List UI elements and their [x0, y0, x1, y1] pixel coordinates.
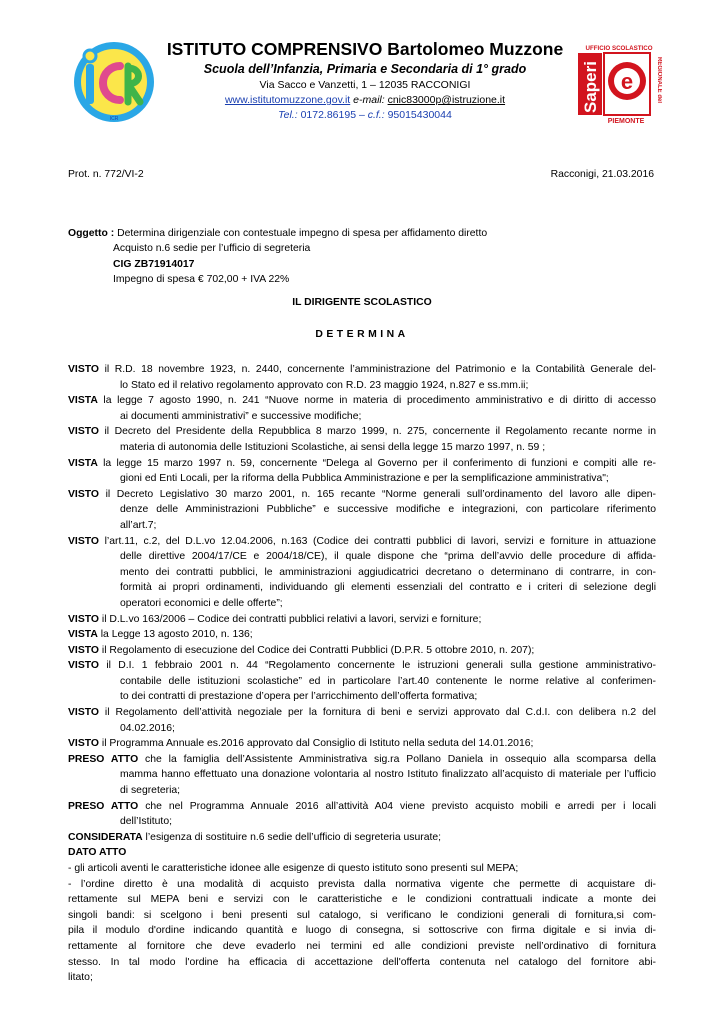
paragraph-first-line: [68, 830, 656, 846]
contact-line: [160, 93, 570, 108]
school-logo: [72, 40, 156, 124]
paragraph-first-line: [68, 799, 656, 815]
subject-line-2: Acquisto n.6 sedie per l’ufficio di segreteria: [113, 243, 311, 254]
paragraph: [68, 627, 656, 643]
paragraph-first-line: [68, 424, 656, 440]
heading-determina: DETERMINA: [315, 329, 409, 340]
paragraph-text: il Decreto del Presidente della Repubblica 8 marzo 1999, n. 275, concernente il Regolamento recante norme in: [99, 426, 656, 438]
dato-atto-item-line: - l’ordine diretto è una modalità di acquisto prevista dalla normativa vigente che permette di acquistare di-: [68, 878, 656, 890]
dato-atto-item-line: singoli bandi: si scelgono i beni presenti sul catalogo, si verificano le condizioni generali di fornitura,si com-: [68, 909, 656, 921]
paragraph-lead: VISTO: [68, 613, 99, 625]
email-label: e-mail:: [353, 94, 385, 106]
paragraph-text: il Regolamento dell’attività negoziale per la fornitura di beni e servizi approvato dal C.d.I. con delibera n.2 del: [99, 707, 656, 719]
tel-value: 0172.86195 –: [300, 109, 365, 121]
regional-office-logo: [576, 43, 662, 125]
institute-title: ISTITUTO COMPRENSIVO Bartolomeo Muzzone: [166, 39, 564, 59]
paragraph-continuation: materia di autonomia delle Istituzioni Scolastiche, ai sensi della legge 15 marzo 1997, n. 59 ;: [120, 441, 546, 453]
paragraph-text: il Regolamento di esecuzione del Codice dei Contratti Pubblici (D.P.R. 5 ottobre 2010, n. 207);: [99, 644, 535, 656]
spending-commitment: Impegno di spesa € 702,00 + IVA 22%: [113, 274, 290, 285]
paragraph-first-line: [68, 362, 656, 378]
paragraph-lead: VISTO: [68, 535, 99, 547]
paragraph: [68, 362, 656, 393]
svg-text:ICR: ICR: [109, 116, 119, 122]
paragraph: [68, 705, 656, 736]
paragraph-text: la Legge 13 agosto 2010, n. 136;: [97, 629, 253, 641]
paragraph-text: che la famiglia dell’Assistente Amministrativa sig.ra Pollano Daniela in ossequio alla scomparsa della: [138, 753, 657, 765]
paragraph-first-line: [68, 705, 656, 721]
letterhead: [160, 38, 570, 123]
paragraph-continuation: di segreteria;: [120, 785, 181, 797]
institute-address: Via Sacco e Vanzetti, 1 – 12035 RACCONIGI: [259, 79, 471, 91]
paragraph-first-line: [68, 643, 656, 659]
paragraph-text: il Decreto Legislativo 30 marzo 2001, n. 165 recante “Norme generali sull’ordinamento del lavoro alle dipen-: [99, 488, 656, 500]
paragraph-lead: VISTA: [68, 395, 98, 407]
paragraph-continuation: denze delle Amministrazioni Pubbliche” e successive modifiche e integrazioni, con particolare riferimento: [120, 504, 656, 516]
paragraph-first-line: [68, 736, 656, 752]
protocol-number: Prot. n. 772/VI-2: [68, 169, 144, 180]
svg-text:PIEMONTE: PIEMONTE: [607, 118, 645, 125]
paragraph-first-line: [68, 456, 656, 472]
paragraph-continuation: formità ai propri ordinamenti, individuando gli elementi essenziali del contratto e i criteri di selezione degli: [120, 582, 656, 594]
paragraph-lead: VISTO: [68, 738, 99, 750]
paragraph-text: l’art.11, c.2, del D.L.vo 12.04.2006, n.163 (Codice dei contratti pubblici di lavori, servizi e forniture in attuazione: [99, 535, 656, 547]
subject-details: [113, 241, 310, 288]
paragraph: [68, 424, 656, 455]
paragraph-continuation: all’art.7;: [120, 519, 157, 531]
paragraph-continuation: mento dei contratti pubblici, le amministrazioni aggiudicatrici decretano o determinano di contrarre, in con-: [120, 566, 656, 578]
paragraph: [68, 658, 656, 705]
paragraph-first-line: [68, 534, 656, 550]
dato-atto-item-line: rettamente al fornitore che deve evaderlo nei termini ed alle condizioni previste nell’ordinativo di fornitura: [68, 940, 656, 952]
paragraph-lead: VISTA: [68, 457, 98, 469]
paragraph-continuation: gioni ed Enti Locali, per la riforma della Pubblica Amministrazione e per la semplificazione amministrativa";: [120, 473, 609, 485]
subject-text: Determina dirigenziale con contestuale impegno di spesa per affidamento diretto: [117, 228, 488, 239]
institute-subtitle: Scuola dell’Infanzia, Primaria e Secondaria di 1° grado: [203, 62, 527, 76]
paragraph: [68, 534, 656, 612]
paragraph-text: il R.D. 18 novembre 1923, n. 2440, concernente l’amministrazione del Patrimonio e la Contabilità Generale del-: [99, 364, 656, 375]
paragraph-continuation: mamma hanno effettuato una donazione volontaria al nostro Istituto finalizzato all’acquisto di materiale per l’ufficio: [120, 769, 656, 781]
paragraph: [68, 487, 656, 534]
paragraph-lead: VISTO: [68, 644, 99, 656]
svg-text:Saperi: Saperi: [581, 61, 600, 113]
paragraph-first-line: [68, 612, 656, 628]
svg-text:UFFICIO SCOLASTICO: UFFICIO SCOLASTICO: [585, 45, 653, 52]
paragraph-lead: VISTA: [68, 629, 98, 641]
website-link[interactable]: www.istitutomuzzone.gov.it: [224, 94, 351, 106]
paragraph-continuation: dell’Istituto;: [120, 816, 172, 828]
phone-line: [160, 108, 570, 123]
paragraph-continuation: 04.02.2016;: [120, 722, 175, 734]
paragraph-continuation: ai documenti amministrativi” e successive modifiche;: [120, 410, 362, 422]
svg-text:REGIONALE del: REGIONALE del: [656, 57, 662, 104]
paragraph-continuation: to dei contratti di prestazione d’opera per l’arricchimento dell’offerta formativa;: [120, 691, 478, 703]
paragraph-text: che nel Programma Annuale 2016 all’attività A04 viene previsto acquisto mobili e arredi per i locali: [138, 800, 656, 812]
paragraph: [68, 393, 656, 424]
heading-dirigente: IL DIRIGENTE SCOLASTICO: [292, 297, 432, 308]
paragraph-lead: CONSIDERATA: [68, 831, 143, 843]
paragraph-first-line: [68, 487, 656, 503]
paragraph-continuation: contabile delle istituzioni scolastiche” ed in particolare l’art.40 contenente le norme relative al conferimen-: [120, 675, 656, 687]
document-body: [68, 362, 656, 986]
paragraph-lead: VISTO: [68, 707, 99, 719]
paragraph-continuation: delle direttive 2004/17/CE e 2004/18/CE), il quale dispone che “prima dell’avvio delle procedure di affida-: [120, 551, 656, 563]
paragraph-first-line: [68, 627, 656, 643]
paragraph: [68, 752, 656, 799]
paragraph: [68, 736, 656, 752]
paragraph-continuation: lo Stato ed il relativo regolamento approvato con R.D. 23 maggio 1924, n.827 e ss.mm.ii;: [120, 379, 529, 391]
paragraph-text: il Programma Annuale es.2016 approvato dal Consiglio di Istituto nella seduta del 14.01.2016;: [99, 738, 534, 750]
paragraph: [68, 830, 656, 846]
paragraph-first-line: [68, 658, 656, 674]
paragraph-lead: DATO ATTO: [68, 847, 127, 859]
paragraph-lead: VISTO: [68, 660, 99, 672]
paragraph-continuation: operatori economici e delle offerte”;: [120, 597, 283, 609]
paragraph-text: il D.L.vo 163/2006 – Codice dei contratti pubblici relativi a lavori, servizi e forniture;: [99, 613, 482, 625]
paragraph: [68, 612, 656, 628]
paragraph-lead: VISTO: [68, 426, 99, 438]
subject-label: Oggetto :: [68, 228, 115, 239]
paragraph-text: la legge 15 marzo 1997 n. 59, concernente “Delega al Governo per il conferimento di funzioni e compiti alle re-: [97, 457, 656, 469]
paragraph-lead: VISTO: [68, 488, 99, 500]
cig-code: CIG ZB71914017: [113, 258, 195, 270]
paragraph-first-line: [68, 845, 656, 861]
dato-atto-item-line: pila il modulo d'ordine indicando quantità e luogo di consegna, si sottoscrive con firma digitale e si invia di-: [68, 925, 656, 937]
cf-label: c.f.:: [367, 109, 385, 121]
paragraph: [68, 799, 656, 830]
paragraph-text: il D.I. 1 febbraio 2001 n. 44 “Regolamento concernente le istruzioni generali sulla gestione amministrativo-: [99, 660, 656, 672]
tel-label: Tel.:: [278, 109, 298, 121]
paragraph-text: l’esigenza di sostituire n.6 sedie dell’ufficio di segreteria usurate;: [142, 831, 442, 843]
svg-text:e: e: [620, 69, 634, 94]
paragraph: [68, 845, 656, 861]
paragraph-first-line: [68, 393, 656, 409]
paragraph-text: la legge 7 agosto 1990, n. 241 “Nuove norme in materia di procedimento amministrativo e di diritto di accesso: [97, 395, 656, 407]
paragraph: [68, 456, 656, 487]
dato-atto-item-line: litato;: [68, 972, 93, 984]
dato-atto-item-line: rettamente sul MEPA beni e servizi con le caratteristiche e le condizioni contrattuali indicate a monte dei: [68, 894, 656, 906]
paragraph: [68, 643, 656, 659]
cf-value: 95015430044: [387, 109, 452, 121]
paragraph-lead: PRESO ATTO: [68, 753, 139, 765]
subject-line: [68, 226, 487, 242]
dato-atto-item: - gli articoli aventi le caratteristiche idonee alle esigenze di questo istituto sono presenti sul MEPA;: [68, 863, 519, 874]
dato-atto-item-line: stesso. In tal modo l'ordine ha efficacia di accettazione dell'offerta contenuta nel catalogo del fornitore abi-: [68, 956, 656, 968]
paragraph-lead: PRESO ATTO: [68, 800, 139, 812]
paragraph-first-line: [68, 752, 656, 768]
email-address[interactable]: cnic83000p@istruzione.it: [387, 94, 506, 106]
document-date: Racconigi, 21.03.2016: [550, 169, 654, 180]
paragraph-lead: VISTO: [68, 364, 99, 375]
